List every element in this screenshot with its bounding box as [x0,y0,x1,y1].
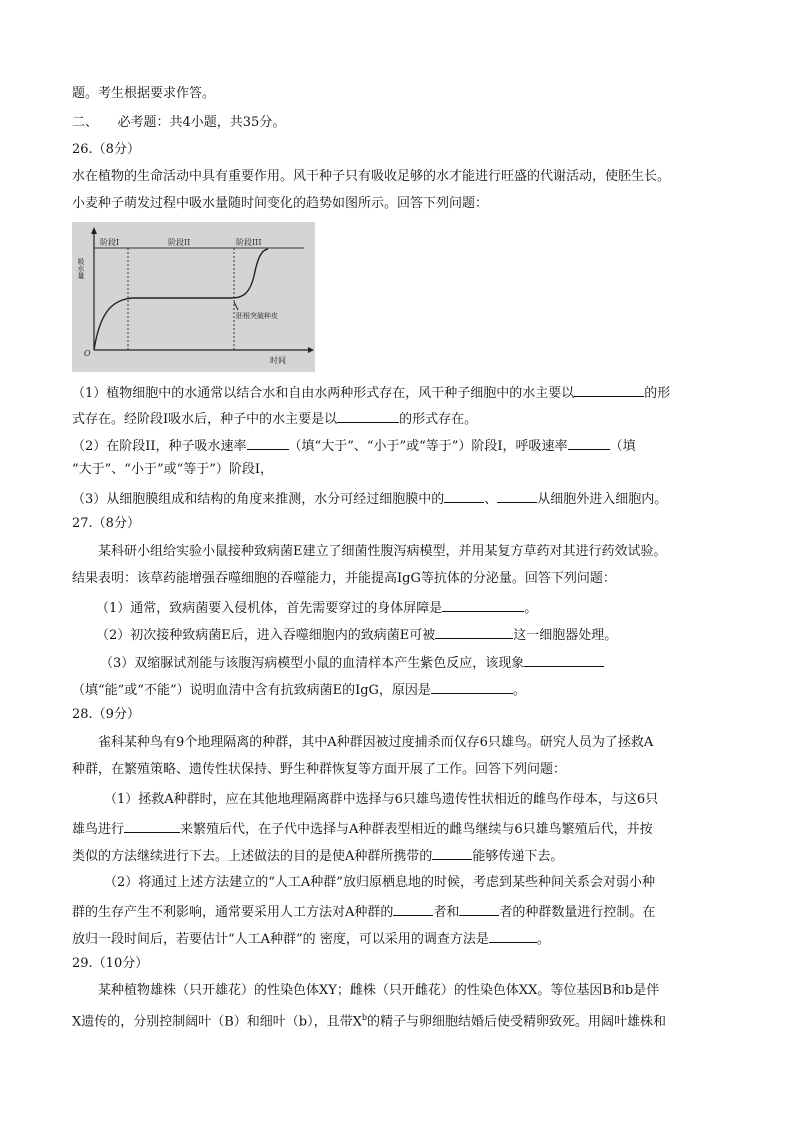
answer-blank[interactable] [393,901,433,916]
text-line: （1）拯救A种群时，应在其他地理隔离群中选择与6只雄鸟遗传性状相近的雌鸟作母本，与这6只 [104,792,659,807]
text-line [96,597,537,618]
absorption-curve [94,249,268,350]
text-segment: 。 [524,601,538,616]
water-absorption-figure [72,222,315,372]
text-segment: （1）通常，致病菌要入侵机体，首先需要穿过的身体屏障是 [96,601,443,616]
text-line [100,652,604,673]
answer-blank[interactable] [489,928,537,943]
text-segment: （1）植物细胞中的水通常以结合水和自由水两种形式存在，风干种子细胞中的水主要以 [72,386,575,401]
text-line: 某种植物雄株（只开雄花）的性染色体XY；雌株（只开雌花）的性染色体XX。等位基因B和b是伴 [98,983,660,998]
text-segment: 类似的方法继续进行下去。上述做法的目的是使A种群所携带的 [72,849,433,864]
text-line: 某科研小组给实验小鼠接种致病菌E建立了细菌性腹泻病模型，并用某复方草药对其进行药效试验。 [98,544,667,559]
text-segment: 这一细胞器处理。 [513,628,618,643]
text-segment: （2）在阶段II，种子吸水速率 [72,439,247,454]
text-segment: 的形式存在。 [399,412,478,427]
annotation-label: 胚根突破种皮 [236,312,278,320]
answer-blank[interactable] [247,435,289,450]
text-line [72,845,563,866]
x-axis-arrow [308,347,314,353]
answer-blank[interactable] [124,818,180,833]
y-axis-label: 吸水量 [77,258,85,279]
x-axis-label: 时间 [270,356,286,365]
section-heading: 二、 必考题：共4小题，共35分。 [72,115,286,130]
text-segment: 的精子与卵细胞结婚后使受精卵致死。用阔叶雄株和 [367,1014,667,1030]
text-line: 小麦种子萌发过程中吸水量随时间变化的趋势如图所示。回答下列问题： [72,196,489,211]
text-line: 题。考生根据要求作答。 [72,86,216,101]
text-segment: （填“能”或“不能”）说明血清中含有抗致病菌E的IgG，原因是 [72,683,431,698]
stage-3-label: 阶段III [236,238,262,247]
question-27-heading: 27.（8分） [72,516,140,531]
answer-blank[interactable] [435,624,513,639]
text-line [72,408,477,429]
question-26-heading: 26.（8分） [72,142,140,157]
text-segment: X遗传的，分别控制阔叶（B）和细叶（b），且带X [72,1014,362,1030]
text-line: 种群，在繁殖策略、遗传性状保持、野生种群恢复等方面开展了工作。回答下列问题： [72,762,567,777]
text-segment: 雄鸟进行 [72,822,125,837]
text-segment: （填“大于”、“小于”或“等于”）阶段I，呼吸速率 [288,439,568,454]
text-line: 雀科某种鸟有9个地理隔离的种群，其中A种群因被过度捕杀而仅存6只雄鸟。研究人员为了拯救A [98,735,654,750]
text-line [72,382,670,403]
text-segment: （3）双缩脲试剂能与该腹泻病模型小鼠的血清样本产生紫色反应，该现象 [100,656,525,671]
text-line: 水在植物的生命活动中具有重要作用。风干种子只有吸收足够的水才能进行旺盛的代谢活动，使胚生长。 [72,169,671,184]
answer-blank[interactable] [444,488,484,503]
answer-blank[interactable] [337,408,399,423]
text-line [72,928,550,949]
question-28-heading: 28.（9分） [72,707,140,722]
text-line [72,679,526,700]
text-line [72,901,655,922]
stage-1-label: 阶段I [100,238,120,247]
text-segment: 的形 [644,386,671,401]
text-segment: （3）从细胞膜组成和结构的角度来推测，水分可经过细胞膜中的 [72,492,445,507]
origin-label: O [84,349,91,358]
answer-blank[interactable] [497,488,537,503]
y-axis-arrow [91,227,97,234]
text-segment: 者和 [433,905,460,920]
text-line [96,624,617,645]
answer-blank[interactable] [431,679,513,694]
text-segment: 放归一段时间后，若要估计“人工A种群”的 密度，可以采用的调查方法是 [72,932,489,947]
text-line [72,818,653,839]
question-29-heading: 29.（10分） [72,956,149,971]
answer-blank[interactable] [459,901,499,916]
text-segment: 。 [536,932,550,947]
answer-blank[interactable] [524,652,604,667]
text-line: 结果表明：该草药能增强吞噬细胞的吞噬能力，并能提高IgG等抗体的分泌量。回答下列问题： [72,571,616,586]
text-segment: 者的种群数量进行控制。在 [499,905,656,920]
text-line [72,1009,666,1031]
answer-blank[interactable] [574,382,644,397]
answer-blank[interactable] [568,435,610,450]
stage-2-label: 阶段II [168,238,191,247]
text-segment: （2）初次接种致病菌E后，进入吞噬细胞内的致病菌E可被 [96,628,436,643]
superscript: b [361,1013,368,1022]
text-segment: 、 [484,492,498,507]
text-line [72,488,667,509]
text-segment: （填 [609,439,636,454]
answer-blank[interactable] [432,845,472,860]
text-segment: 来繁殖后代，在子代中选择与A种群表型相近的雌鸟继续与6只雄鸟繁殖后代，并按 [180,822,653,837]
text-line [72,435,636,456]
text-segment: 式存在。经阶段I吸水后，种子中的水主要是以 [72,412,338,427]
text-segment: 从细胞外进入细胞内。 [537,492,668,507]
annotation-pointer [234,302,238,310]
text-segment: 群的生存产生不利影响，通常要采用人工方法对A种群的 [72,905,394,920]
text-segment: 。 [512,683,526,698]
text-segment: 能够传递下去。 [472,849,564,864]
text-line: “大于”、“小于”或“等于”）阶段I， [72,462,274,477]
water-absorption-plot [72,222,315,372]
answer-blank[interactable] [442,597,524,612]
text-line: （2）将通过上述方法建立的“人工A种群”放归原栖息地的时候，考虑到某些种间关系会对弱小种 [104,875,655,890]
